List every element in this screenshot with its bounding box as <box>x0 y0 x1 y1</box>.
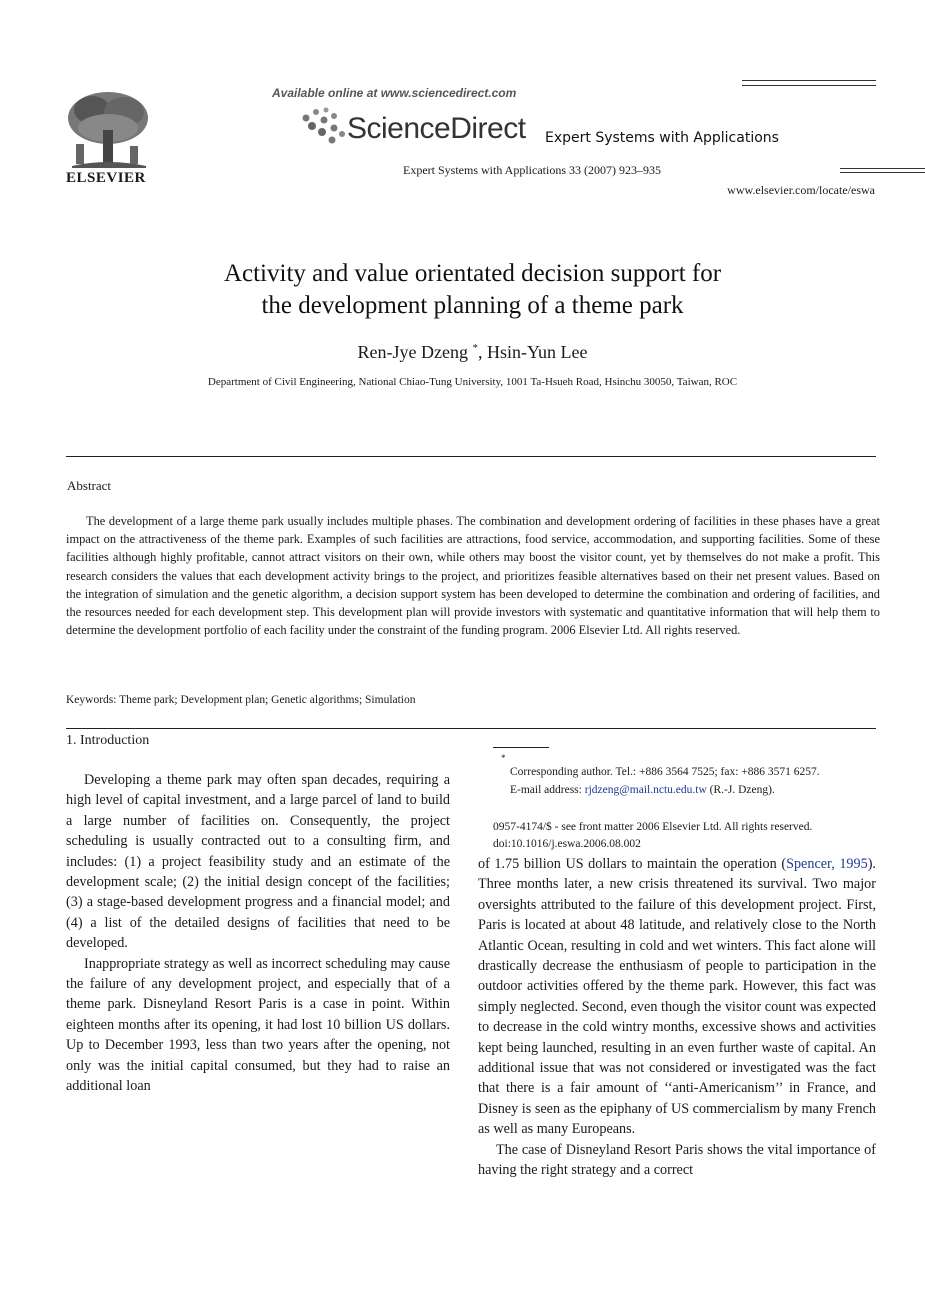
available-online-text: Available online at www.sciencedirect.com <box>272 86 517 100</box>
footnote-rule <box>493 747 549 748</box>
header-rule-3 <box>840 168 925 169</box>
email-suffix: (R.-J. Dzeng). <box>706 784 775 796</box>
sciencedirect-dots-logo <box>298 104 350 148</box>
footnote-marker: * <box>501 753 506 763</box>
author-list <box>0 342 925 363</box>
right-column <box>478 854 876 1181</box>
para-text-a: of 1.75 billion US dollars to maintain the operation ( <box>478 856 787 872</box>
abstract-heading: Abstract <box>67 478 112 493</box>
header-rule-4 <box>840 172 925 173</box>
citation-spencer-1995[interactable]: Spencer, 1995 <box>786 856 868 872</box>
abstract-top-rule <box>66 456 876 457</box>
left-column <box>66 770 450 1097</box>
paper-title <box>0 258 925 322</box>
intro-paragraph-3: The case of Disneyland Resort Paris shows the vital importance of having the right strategy and a correct <box>478 1141 876 1179</box>
header-rule-2 <box>742 85 876 86</box>
author-2: , Hsin-Yun Lee <box>477 342 588 362</box>
footnote-doi[interactable]: doi:10.1016/j.eswa.2006.08.002 <box>493 838 641 850</box>
sciencedirect-wordmark: ScienceDirect <box>347 112 526 145</box>
title-line-2: the development planning of a theme park <box>261 292 684 319</box>
section-heading-introduction: 1. Introduction <box>66 733 150 748</box>
author-1: Ren-Jye Dzeng <box>357 342 473 362</box>
footnote-corresponding: Corresponding author. Tel.: +886 3564 7525; fax: +886 3571 6257. <box>510 766 820 778</box>
email-link[interactable]: rjdzeng@mail.nctu.edu.tw <box>584 784 707 796</box>
footnote-copyright: 0957-4174/$ - see front matter 2006 Elsevier Ltd. All rights reserved. <box>493 821 813 833</box>
intro-paragraph-2-continued <box>478 854 876 1140</box>
email-label: E-mail address: <box>510 784 585 796</box>
footnote-email <box>510 784 775 796</box>
intro-paragraph-2: Inappropriate strategy as well as incorrect scheduling may cause the failure of any development project, and especially that of a theme park. Disneyland Resort Paris is a case in point. Within eighteen months after its opening, it had lost 10 billion US dollars. Up to December 1993, less than two years after the opening, not only was the initial capital consumed, but they had to raise an additional loan <box>66 955 450 1095</box>
header-rule-1 <box>742 80 876 81</box>
title-line-1: Activity and value orientated decision support for <box>223 260 722 287</box>
affiliation: Department of Civil Engineering, National Chiao-Tung University, 1001 Ta-Hsueh Road, Hsinchu 30050, Taiwan, ROC <box>207 376 738 388</box>
corresponding-marker[interactable]: * <box>472 342 478 354</box>
journal-name: Expert Systems with Applications <box>545 130 779 146</box>
keywords: Keywords: Theme park; Development plan; Genetic algorithms; Simulation <box>66 694 416 706</box>
abstract-body: The development of a large theme park usually includes multiple phases. The combination and development ordering of facilities in these phases have a great impact on the attractiveness of the theme park. Examples of such facilities are attractions, food service, accommodation, and supporting facilities. Some of these facilities although highly profitable, cannot attract visitors on their own, while others may boost the visitor count, yet by themselves do not make a profit. This research considers the values that each development activity brings to the project, and prioritizes feasible alternatives based on their net present values. Based on the integration of simulation and the genetic algorithm, a decision support system has been developed to determine the combination and ordering of facilities, and the resources needed for each development step. This development plan will provide investors with systematic and quantitative information that will help them to determine the development portfolio of each facility under the constraint of the funding program. 2006 Elsevier Ltd. All rights reserved. <box>66 514 880 638</box>
para-text-b: ). Three months later, a new crisis threatened its survival. Two major oversights attributed to the failure of this development project. First, Paris is located at about 48 latitude, and relatively close to the North Atlantic Ocean, resulting in cold and wet winters. This fact alone will drastically decrease the enthusiasm of people to participation in the outdoor activities offered by the theme park. However, this fact was simply neglected. Second, even though the visitor count was expected to decrease in the cold wintry months, excessive shows and activities kept being launched, resulting in an even further waste of capital. An additional issue that was not considered or investigated was the fact that there is a fair amount of ‘‘anti-Americanism’’ in France, and Disney is seen as the epiphany of US commercialism by many French as well as many Europeans. <box>478 856 876 1138</box>
intro-paragraph-1: Developing a theme park may often span decades, requiring a high level of capital investment, and a large parcel of land to build a large number of facilities on. Consequently, the project scheduling is usually contracted out to a consulting firm, and includes: (1) a project feasibility study and an estimate of the development scale; (2) the initial design concept of the facilities; (3) a stage-based development progress and a financial model; and (4) a list of the detailed designs of facilities that need to be developed. <box>66 772 450 952</box>
elsevier-wordmark: ELSEVIER <box>66 170 146 186</box>
abstract-bottom-rule <box>66 728 876 729</box>
journal-url-link[interactable]: www.elsevier.com/locate/eswa <box>727 183 875 197</box>
journal-citation: Expert Systems with Applications 33 (2007) 923–935 <box>403 163 661 177</box>
